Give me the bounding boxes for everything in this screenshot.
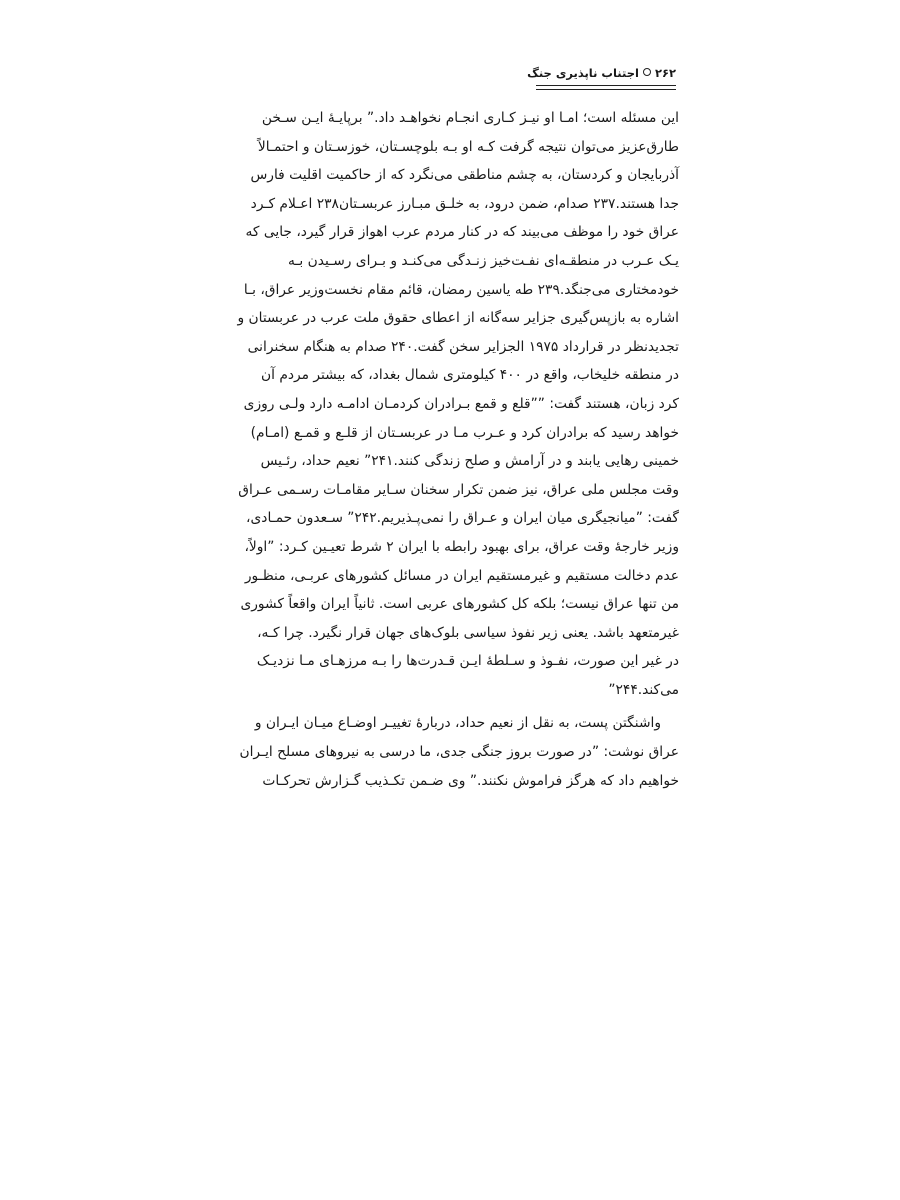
text-line: غیرمتعهد باشد. یعنی زیر نفوذ سیاسی بلوک‌های جهان قرار نگیرد. چرا کـه، — [257, 624, 679, 641]
header-line — [527, 66, 676, 80]
text-line: عراق خود را موظف می‌بیند که در کنار مردم عرب اهواز قرار گیرد، جایی که — [245, 224, 679, 241]
body-text — [221, 104, 679, 795]
text-line: خودمختاری می‌جنگد.۲۳۹ طه یاسین رمضان، قائم مقام نخست‌وزیر عراق، بـا — [243, 281, 679, 298]
running-header — [527, 66, 676, 92]
text-line: من تنها عراق نیست؛ بلکه کل کشورهای عربی است. ثانیاً ایران واقعاً کشوری — [240, 596, 679, 613]
header-rule-thin — [536, 89, 676, 90]
text-line: طارق‌عزیز می‌توان نتیجه گرفت کـه او بـه بلوچسـتان، خوزسـتان و احتمـالاً — [257, 138, 679, 155]
text-line: جدا هستند.۲۳۷ صدام، ضمن درود، به خلـق مبـارز عربسـتان۲۳۸ اعـلام کـرد — [250, 195, 679, 212]
text-line: خواهد رسید که برادران کرد و عـرب مـا در عربسـتان از قلـع و قمـع (امـام) — [250, 424, 679, 441]
text-line: این مسئله است؛ امـا او نیـز کـاری انجـام نخواهـد داد.ˮ برپایـۀ ایـن سـخن — [261, 110, 679, 126]
text-line: در منطقه خلیخاب، واقع در ۴۰۰ کیلومتری شمال بغداد، که بیشتر مردم آن — [260, 367, 679, 384]
text-line: وزیر خارجۀ وقت عراق، برای بهبود رابطه با ایران ۲ شرط تعیـین کـرد: ˮاولاً، — [244, 538, 679, 555]
text-line: عراق نوشت: ˮدر صورت بروز جنگی جدی، ما درسی به نیروهای مسلح ایـران — [239, 744, 679, 761]
text-line: اشاره به بازپس‌گیری جزایر سه‌گانه از اعطای حقوق ملت عرب در عربستان و — [237, 310, 679, 327]
text-line: خمینی رهایی یابند و در آرامش و صلح زندگی کنند.ˮ۲۴۱ نعیم حداد، رئـیس — [260, 453, 679, 470]
text-line: عدم دخالت مستقیم و غیرمستقیم ایران در مسائل کشورهای عربـی، منظـور — [244, 567, 679, 584]
text-line: واشنگتن پست، به نقل از نعیم حداد، دربارۀ تغییـر اوضـاع میـان ایـران و — [254, 715, 661, 732]
text-line: تجدیدنظر در قرارداد ۱۹۷۵ الجزایر سخن گفت.۲۴۰ صدام به هنگام سخنرانی — [247, 338, 679, 355]
text-line: کرد زبان، هستند گفت: ˮˮقلع و قمع بـرادران کردمـان ادامـه دارد ولـی روزی — [243, 395, 679, 412]
text-line: یـک عـرب در منطقـه‌ای نفـت‌خیز زنـدگی می‌کنـد و بـرای رسـیدن بـه — [287, 252, 679, 269]
page-number: ۲۶۲ — [654, 66, 676, 80]
header-rule — [536, 85, 676, 86]
text-line: گفت: ˮمیانجیگری میان ایران و عـراق را نمی‌پـذیریم.ˮ۲۴۲ سـعدون حمـادی، — [246, 510, 679, 527]
text-line: در غیر این صورت، نفـوذ و سـلطۀ ایـن قـدرت‌ها را بـه مرزهـای مـا نزدیـک — [256, 653, 679, 670]
text-line: می‌کند.ˮ۲۴۴ — [608, 681, 679, 698]
text-line: خواهیم داد که هرگز فراموش نکنند.ˮ وی ضـمن تکـذیب گـزارش تحرکـات — [262, 772, 679, 789]
text-line: وقت مجلس ملی عراق، نیز ضمن تکرار سخنان سـایر مقامـات رسـمی عـراق — [238, 481, 679, 498]
book-title: اجتناب ناپذیری جنگ — [527, 66, 639, 80]
text-line: آذربایجان و کردستان، به چشم مناطقی می‌نگرد که از حاکمیت اقلیت فارس — [250, 167, 679, 184]
circle-marker-icon — [643, 68, 651, 76]
